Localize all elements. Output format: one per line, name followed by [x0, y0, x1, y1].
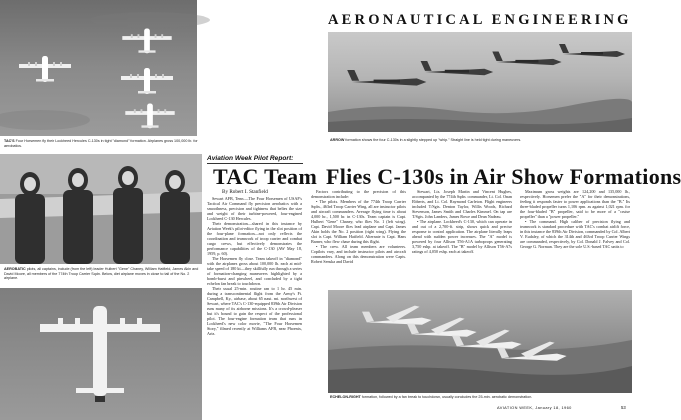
article-kicker: Aviation Week Pilot Report: [207, 155, 294, 162]
col4-para: • The command. High caliber of precision flying and teamwork is standard procedure with TAC's combat airlift force, in this instance the 839th Air Division, commanded by Col. Albert V. Eudaley, of which the 314th and 463rd Troop Carrier Wings are commanded, respectively, by Col. Donald J. Falvey and Col. George G. Norman. They are the sole U.S.-based TAC units to [520, 219, 630, 249]
page-footer: AVIATION WEEK, January 18, 1960 [497, 405, 572, 410]
article-title-right: Flies C-130s in Air Show Formations [326, 164, 681, 189]
col4-para: Maximum gross weights are 124,200 and 135,000 lb., respectively. Horsemen prefer the "A" for their demonstrations, feeling it responds faster to power applications than the "B." Its three-bladed propeller turns 1,106 rpm. as against 1,021 rpm. for the four-bladed "B" propeller, said to be more of a "cruise propeller" than a "power propeller." [520, 189, 630, 219]
caption-aerobatic-label: AEROBATIC [4, 267, 26, 271]
col3-para: Stewart, Lts. Joseph Martin and Vincent Hughes, accompanied by the 774th Sqdn. commander, Lt. Col. Onan Ebberts, and Lt. Col. Raymond Carleton. Flight engineers included T/Sgts. Denton Taylor, Willis Woods, Richard Stevenson, James Smith and Charles Kimmel. On tap are T/Sgts. John Landers, James Rowe and Dean Nadeau. [412, 189, 512, 219]
col1-para: Their demonstration—shared in this instance by Aviation Week's pilot-editor flying in the slot position of the four-plane formation—not only reflects the coordination and teamwork of troop carrier and combat cargo crews, but effectively demonstrates the performance capabilities of the C-130 (AW May 18, 1959, p. 60). [207, 221, 302, 256]
col1-para: The Horsemen fly close. Team takeoff in "diamond" with the airplanes gross about 100,000 lb. each at mid-take speed of 180 kt—they skillfully run through a series of formation-changing maneuvers highlighted by a bomb-burst and pinwheel, and concluded by a tight echelon fan break to touchdown. [207, 256, 302, 286]
col2-para: • The pilots. Members of the 774th Troop Carrier Sqdn., 463rd Troop Carrier Wing, all are instructor pilots and aircraft commanders. Average flying time is about 4,000 hr., 1,500 hr. in C-130s. Team captain is Capt. Hulbert "Gene" Chaney, who flies No. 1 (left wing). Capt. David Moore flies lead airplane and Capt. James Akin holds the No. 2 position (right wing). Flying the slot is Capt. William Hatfield. Alternate is Capt. Hans Barner, who flew chase during this flight. [311, 199, 406, 244]
caption-echelon [330, 395, 630, 400]
article-column-4 [520, 189, 630, 287]
caption-arrow-text: formation shows the four C-130s in a slightly stepped up "whip." Straight line is held tight during maneuvers. [345, 138, 522, 142]
article-column-2 [311, 189, 406, 287]
article-column-1 [207, 196, 302, 398]
caption-echelon-text: formation, followed by a fan break to touchdown, usually concludes the 25-min. aerobatic demonstration. [361, 395, 533, 399]
photo-echelon-formation [328, 290, 632, 393]
col2-para: • The crew. All team members are volunteers. Copilots vary, and include instructor pilots and aircraft commanders. Along on this demonstration were Capts. Robert Senska and David [311, 244, 406, 264]
caption-diamond-label: TAC'S [4, 139, 15, 143]
caption-diamond-text: Four Horsemen fly their Lockheed Hercules C-130s in tight "diamond" formation. Airplanes gross 100,000 lb. for aerobatics. [4, 139, 198, 148]
caption-diamond [4, 139, 200, 148]
page-number: 53 [621, 405, 626, 410]
col2-para: Factors contributing to the precision of this demonstration include: [311, 189, 406, 199]
article-column-3 [412, 189, 512, 287]
caption-arrow-label: ARROW [330, 138, 345, 142]
caption-echelon-label: ECHELON-RIGHT [330, 395, 361, 399]
photo-aerobatic-pilots [0, 154, 202, 264]
page-header: AERONAUTICAL ENGINEERING [328, 12, 632, 28]
col1-para: Sewart AFB, Tenn.—The Four Horsemen of USAF's Tactical Air Command fly precision aerobatics with a smoothness, precision and tightness that belies the size and weight of their turbine-powered, four-engined Lockheed C-130 Hercules. [207, 196, 302, 221]
col1-para: Their usual 25-min. routine ran to 1 hr. 45 min. during a transcontinental flight from the Army's Ft. Campbell, Ky., airbase, about 65 naut. mi. northwest of Sewart, where TAC's C-130-equipped 839th Air Division runs many of its airborne missions. It's a crowd-pleaser but it's bound to gain the respect of the professional pilot. The four-engine formation team that runs in Lockheed's new color movie, "The Four Horsemen Story," filmed recently at Williams AFB, near Phoenix, Ariz. [207, 286, 302, 336]
caption-aerobatic-text: pilots, all captains, include (from the left) leader Hulbert "Gene" Chaney, William Hatfield, James Akin and David Moore, all members of the 774th Troop Carrier Sqdn. Below, diet airplane moves in close to tail of the No. 2 airplane. [4, 267, 199, 281]
photo-diamond-formation [0, 0, 197, 136]
col3-para: • The airplane. Lockheed's C-130, which can operate in and out of a 2,700-ft. strip, shows quick and precise response to control application. The airplane literally leaps ahead with sudden power increases. The "A" model is powered by four Allison T56-A1A turboprops generating 3,750 eshp. at takeoff. The "B" model by Allison T56-A7s ratings of 4,050 eshp. each at takeoff. [412, 219, 512, 254]
article-byline: By Robert I. Stanfield [222, 189, 268, 195]
photo-close-formation [0, 288, 202, 420]
photo-arrow-formation [328, 32, 632, 132]
article-title-left: TAC Team [213, 164, 318, 189]
caption-arrow [330, 138, 630, 143]
caption-aerobatic [4, 267, 200, 281]
